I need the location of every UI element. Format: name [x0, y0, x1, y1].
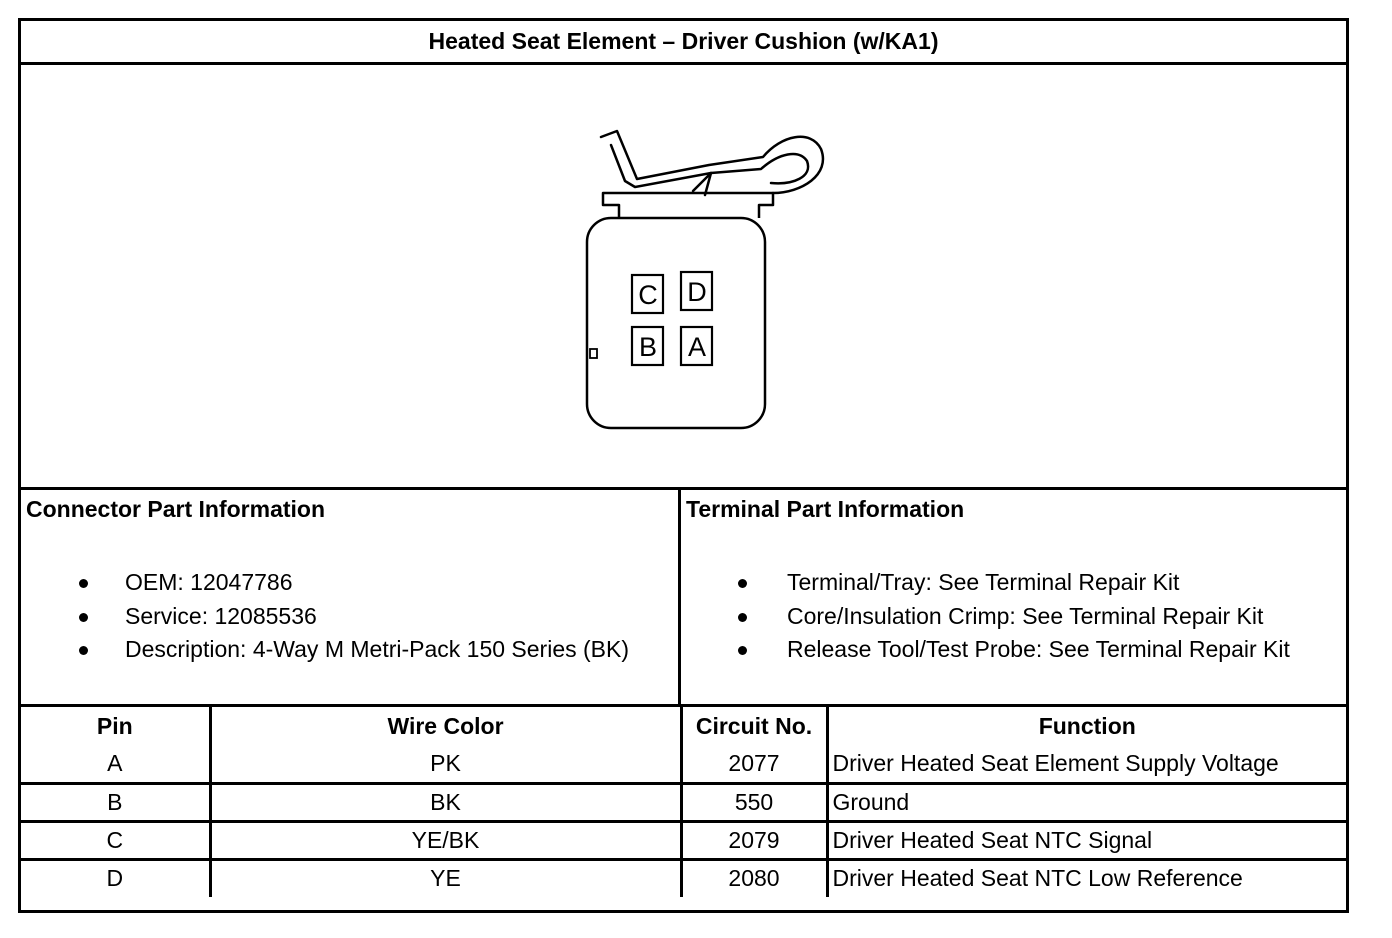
connector-description: Description: 4-Way M Metri-Pack 150 Series (BK): [125, 636, 630, 662]
list-item: [681, 566, 1290, 600]
connector-housing: [587, 218, 765, 428]
connector-shoulder: [603, 193, 773, 218]
cell-wire-color: BK: [210, 783, 681, 821]
cell-pin: C: [21, 821, 210, 859]
table-row: [21, 745, 1346, 783]
header-function: Function: [1038, 712, 1136, 739]
header-circuit-no: Circuit No.: [681, 707, 827, 745]
connector-figure: [21, 65, 1346, 490]
pin-label-c: C: [638, 280, 658, 310]
list-item: [21, 600, 629, 634]
terminal-part-info: [681, 490, 1349, 704]
cell-circuit: 2077: [681, 745, 827, 783]
cell-circuit: 550: [681, 783, 827, 821]
terminal-info-list: [681, 566, 1290, 667]
cell-function: Driver Heated Seat Element Supply Voltage: [827, 745, 1346, 783]
bullet-icon: [738, 613, 747, 622]
bullet-icon: [738, 579, 747, 588]
terminal-release-tool: Release Tool/Test Probe: See Terminal Repair Kit: [787, 636, 1290, 662]
part-info-row: [21, 490, 1346, 707]
connector-info-list: [21, 566, 629, 667]
cell-function: Driver Heated Seat NTC Signal: [827, 821, 1346, 859]
table-row: [21, 783, 1346, 821]
terminal-crimp: Core/Insulation Crimp: See Terminal Repair Kit: [787, 602, 1264, 629]
table-header-row: [21, 707, 1346, 745]
list-item: [21, 566, 629, 600]
connector-info-heading: Connector Part Information: [26, 496, 326, 522]
terminal-info-heading: Terminal Part Information: [686, 496, 965, 522]
cell-wire-color: PK: [210, 745, 681, 783]
list-item: [681, 633, 1290, 667]
bullet-icon: [738, 646, 747, 655]
table-row: [21, 859, 1346, 897]
list-item: [21, 633, 629, 667]
cell-pin: B: [21, 783, 210, 821]
pin-table: [21, 707, 1346, 897]
pin-label-d: D: [687, 277, 707, 307]
connector-part-info: [21, 490, 681, 704]
table-row: [21, 821, 1346, 859]
pin-label-a: A: [687, 332, 707, 362]
title-row: [21, 21, 1346, 65]
cell-pin: D: [21, 859, 210, 897]
connector-sheet: [18, 18, 1349, 913]
header-wire-color: Wire Color: [210, 707, 681, 745]
connector-oem: OEM: 12047786: [125, 569, 293, 595]
bullet-icon: [79, 613, 88, 622]
bullet-icon: [79, 646, 88, 655]
key-tab: [590, 349, 597, 358]
header-pin: Pin: [21, 707, 210, 745]
cell-function: Driver Heated Seat NTC Low Reference: [832, 865, 1243, 892]
list-item: [681, 600, 1290, 634]
cell-wire-color: YE: [210, 859, 681, 897]
cell-function: Ground: [827, 783, 1346, 821]
locking-clip: [601, 131, 823, 195]
cell-circuit: 2079: [681, 821, 827, 859]
page-title: Heated Seat Element – Driver Cushion (w/KA1): [428, 28, 939, 54]
cell-wire-color: YE/BK: [210, 821, 681, 859]
bullet-icon: [79, 579, 88, 588]
connector-service: Service: 12085536: [125, 602, 317, 629]
pin-label-b: B: [638, 332, 658, 362]
terminal-tray: Terminal/Tray: See Terminal Repair Kit: [787, 569, 1180, 595]
connector-illustration: [21, 65, 1346, 490]
cell-circuit: 2080: [681, 859, 827, 897]
cell-pin: A: [21, 745, 210, 783]
